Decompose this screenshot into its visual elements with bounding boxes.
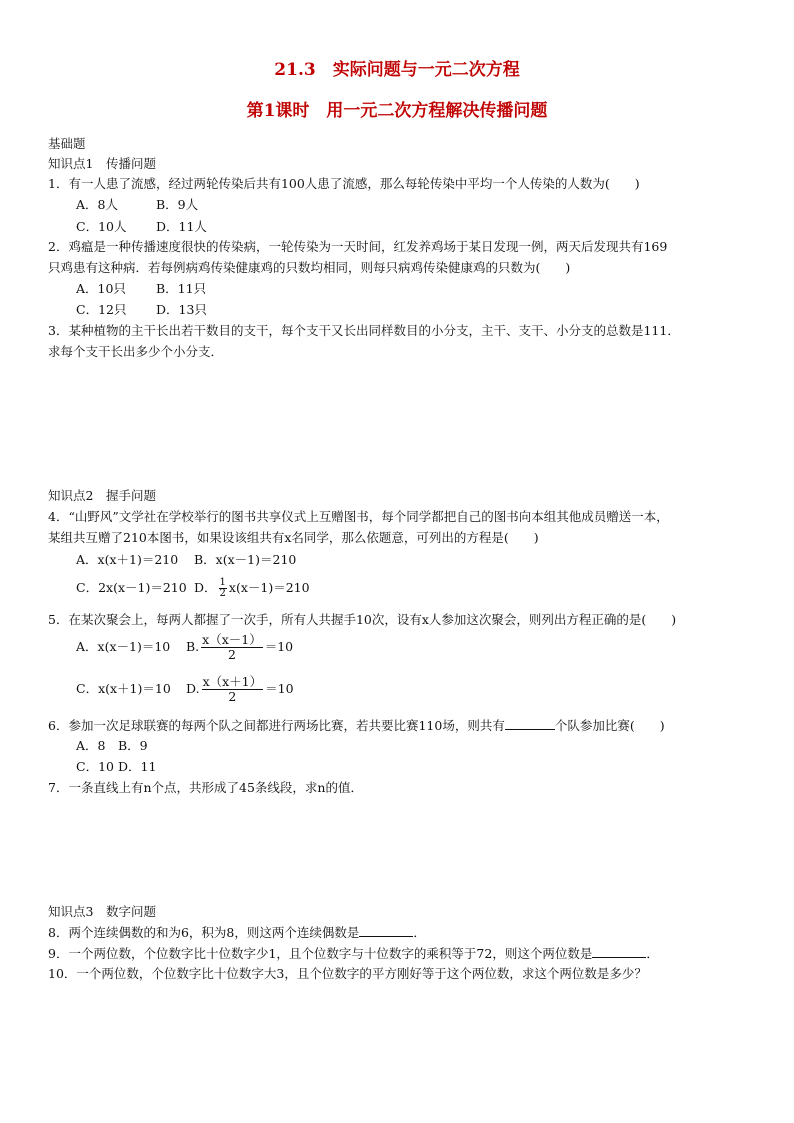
kp1-heading: 知识点1 传播问题	[48, 156, 156, 171]
q5-stem: 5．在某次聚会上，每两人都握了一次手，所有人共握手10次，设有x人参加这次聚会，则列出方程正确的是( )	[48, 612, 677, 627]
q5-option-d-rest: ＝10	[265, 681, 294, 696]
q9-stem	[48, 945, 659, 962]
q2-stem-line1: 2．鸡瘟是一种传播速度很快的传染病，一轮传染为一天时间，红发养鸡场于某日发现一例，两天后发现共有169	[48, 239, 668, 254]
q9-answer-blank[interactable]	[592, 945, 646, 958]
q5-option-d-prefix: D.	[186, 681, 200, 696]
q5-option-a: A．x(x－1)＝10	[76, 639, 171, 654]
q7-stem: 7．一条直线上有n个点，共形成了45条线段，求n的值．	[48, 780, 363, 795]
q10-stem: 10．一个两位数，个位数字比十位数字大3，且个位数字的平方刚好等于这个两位数，求这个两位数是多少？	[48, 966, 647, 981]
kp2-heading: 知识点2 握手问题	[48, 488, 156, 503]
q6-stem-after: 个队参加比赛( )	[554, 718, 665, 733]
q2-option-d: D．13只	[156, 302, 207, 317]
q4-stem-line2: 某组共互赠了210本图书，如果设该组共有x名同学，那么依题意，可列出的方程是( )	[48, 530, 539, 545]
q1-option-d: D．11人	[156, 219, 207, 234]
q4-option-c: C．2x(x－1)＝210	[76, 580, 187, 595]
q6-option-c: C．10	[76, 759, 114, 774]
page-title: 21.3 实际问题与一元二次方程	[274, 60, 520, 80]
q2-options-row1	[76, 281, 206, 297]
q4-options-row1	[76, 552, 296, 568]
q5-option-b-denominator: 2	[227, 647, 236, 662]
q5-option-b-numerator: x（x－1）	[202, 632, 262, 647]
q1-option-c: C．10人	[76, 219, 127, 234]
q5-options-row2	[76, 674, 294, 704]
q5-option-d	[186, 674, 294, 704]
q5-option-d-numerator: x（x＋1）	[202, 674, 263, 689]
q6-stem-before: 6．参加一次足球联赛的每两个队之间都进行两场比赛，若共要比赛110场，则共有	[48, 718, 505, 733]
q5-option-c: C．x(x＋1)＝10	[76, 681, 171, 696]
q2-stem-line2: 只鸡患有这种病．若每例病鸡传染健康鸡的只数均相同，则每只病鸡传染健康鸡的只数为( )	[48, 260, 571, 275]
q2-option-b: B．11只	[156, 281, 207, 296]
q8-answer-blank[interactable]	[359, 924, 413, 937]
q4-option-d-denominator: 2	[219, 588, 226, 599]
q6-options-row2	[76, 759, 156, 775]
q4-stem-line1: 4．“山野风”文学社在学校举行的图书共享仪式上互赠图书，每个同学都把自己的图书向本组其他成员赠送一本，	[48, 509, 669, 524]
q6-option-b: B．9	[118, 738, 148, 753]
q3-stem-line2: 求每个支干长出多少个小分支．	[48, 344, 224, 359]
q2-option-a: A．10只	[76, 281, 126, 296]
q8-stem	[48, 924, 426, 941]
kp3-heading: 知识点3 数字问题	[48, 904, 156, 919]
q5-option-b	[186, 632, 293, 662]
q1-option-a: A．8人	[76, 197, 118, 212]
q4-option-b: B．x(x－1)＝210	[194, 552, 297, 567]
q6-answer-blank[interactable]	[505, 717, 555, 730]
q5-option-b-fraction	[201, 633, 263, 662]
q2-options-row2	[76, 302, 207, 318]
q5-option-d-fraction	[202, 675, 264, 704]
q6-stem	[48, 717, 665, 734]
q1-options-row2	[76, 219, 207, 235]
q2-option-c: C．12只	[76, 302, 127, 317]
q5-options-row1	[76, 632, 293, 662]
q3-stem-line1: 3．某种植物的主干长出若干数目的支干，每个支干又长出同样数目的小分支，主干、支干、小分支的总数是111．	[48, 323, 680, 338]
q4-option-d	[194, 574, 310, 602]
q4-options-row2	[76, 574, 310, 602]
q1-option-b: B．9人	[156, 197, 199, 212]
q5-option-b-prefix: B.	[186, 639, 200, 654]
q6-option-d: D．11	[118, 759, 157, 774]
q5-option-d-denominator: 2	[228, 689, 237, 704]
q8-stem-after: ．	[413, 925, 426, 940]
q4-option-d-numerator: 1	[219, 577, 226, 588]
q4-option-d-fraction	[219, 578, 227, 599]
q9-stem-before: 9．一个两位数，个位数字比十位数字少1，且个位数字与十位数字的乘积等于72，则这个两位数是	[48, 946, 593, 961]
q1-options-row1	[76, 197, 198, 213]
q8-stem-before: 8．两个连续偶数的和为6，积为8，则这两个连续偶数是	[48, 925, 360, 940]
q4-option-a: A．x(x＋1)＝210	[76, 552, 179, 567]
q6-options-row1	[76, 738, 148, 754]
q6-option-a: A．8	[76, 738, 106, 753]
q5-option-b-rest: ＝10	[264, 639, 294, 654]
q9-stem-after: ．	[646, 946, 659, 961]
q1-stem: 1．有一人患了流感，经过两轮传染后共有100人患了流感，那么每轮传染中平均一个人传染的人数为( )	[48, 176, 640, 191]
q4-option-d-prefix: D．	[194, 580, 217, 595]
section-label: 基础题	[48, 136, 86, 151]
q4-option-d-rest: x(x－1)＝210	[228, 580, 310, 595]
page-subtitle: 第1课时 用一元二次方程解决传播问题	[246, 101, 548, 121]
